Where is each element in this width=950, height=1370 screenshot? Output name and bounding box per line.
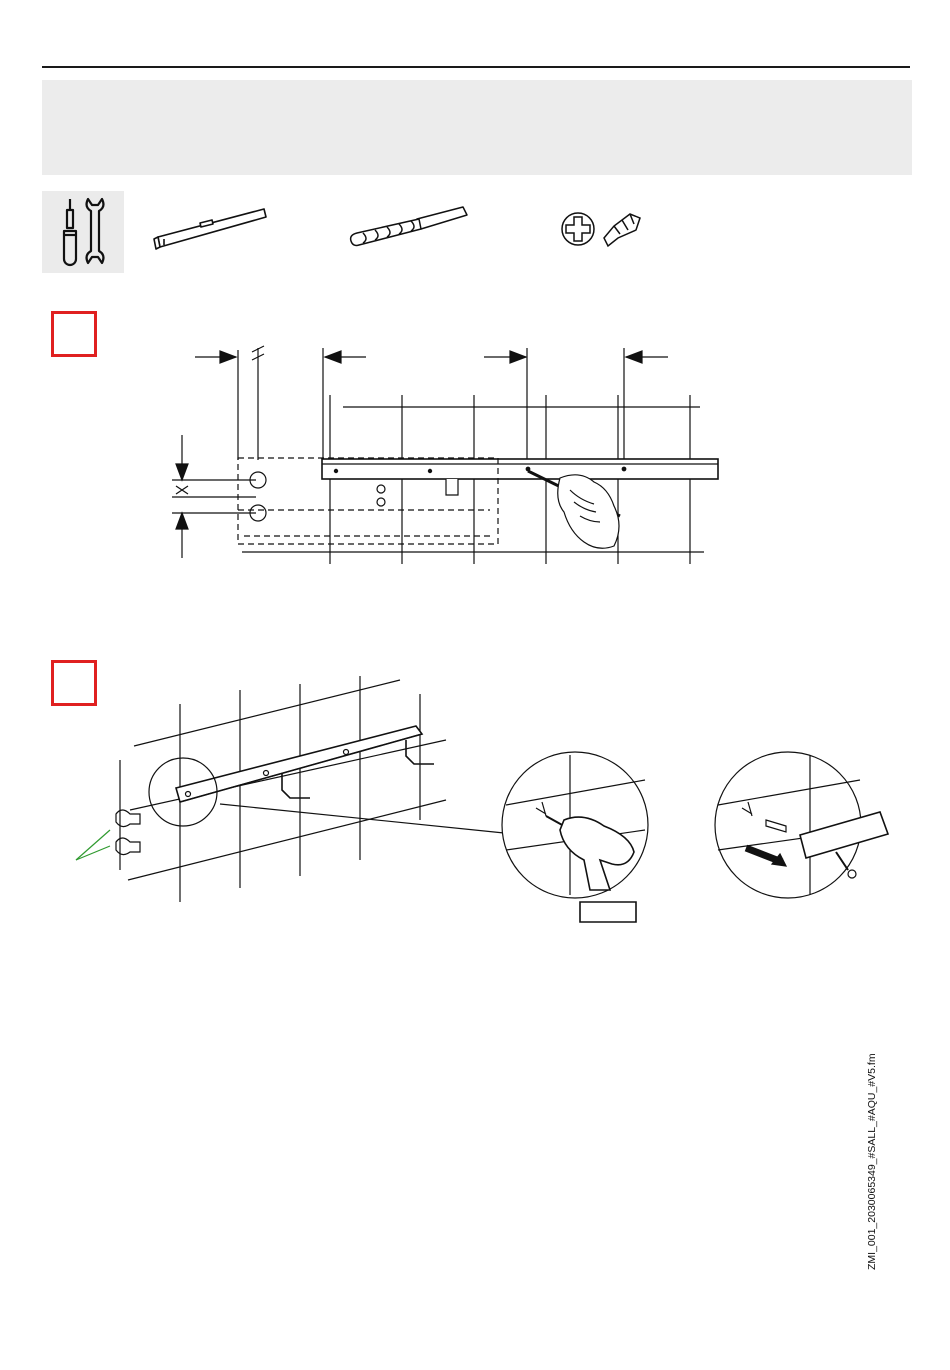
- top-rule: [42, 66, 910, 68]
- tools-required-icon: [42, 191, 124, 273]
- spirit-level-icon: [152, 203, 270, 260]
- phillips-bit-icon: [558, 208, 648, 253]
- mount-rail-figure: [70, 670, 910, 965]
- mark-drill-holes-figure: [160, 340, 730, 575]
- drill-bit-icon: [345, 203, 470, 254]
- step-1-marker: [51, 311, 97, 357]
- file-code: ZMI_001_2030065349_#SALL_#AQU_#V5.fm: [866, 1053, 878, 1270]
- screwdriver-wrench-icon: [42, 191, 124, 273]
- header-band: [42, 80, 912, 175]
